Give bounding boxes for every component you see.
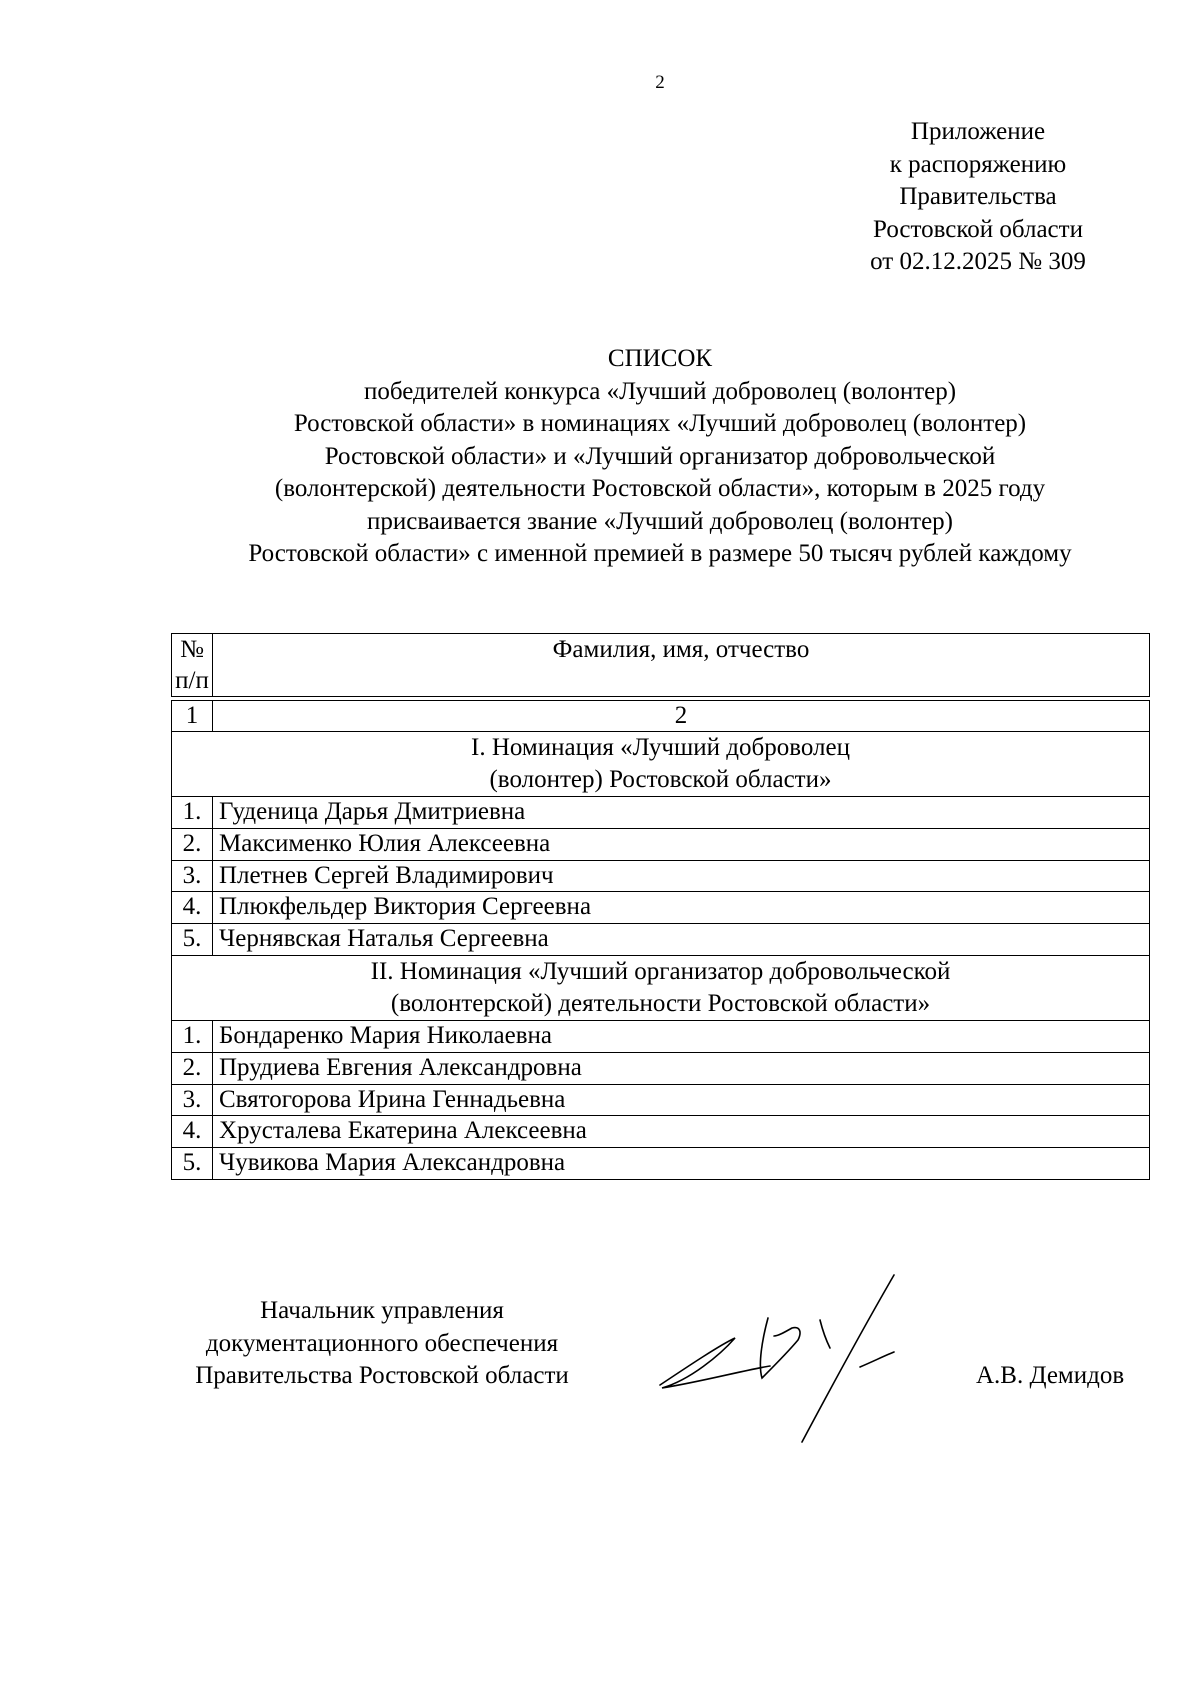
header-num-cell: № п/п (172, 634, 213, 697)
title-line: Ростовской области» с именной премией в размере 50 тысяч рублей каждому (248, 540, 1072, 567)
row-number: 4. (172, 892, 213, 924)
table-row (172, 892, 1150, 924)
table-row (172, 860, 1150, 892)
title-line: Ростовской области» и «Лучший организатор добровольческой (324, 442, 996, 470)
appendix-line: Правительства (899, 183, 1057, 210)
winner-name: Хрусталева Екатерина Алексеевна (213, 1116, 1150, 1148)
document-title (140, 343, 1180, 571)
signer-name: А.В. Демидов (976, 1362, 1125, 1389)
winner-name: Святогорова Ирина Геннадьевна (213, 1084, 1150, 1116)
title-line: (волонтерской) деятельности Ростовской области», которым в 2025 году (274, 475, 1046, 502)
table-row (172, 1116, 1150, 1148)
column-number: 2 (213, 701, 1150, 732)
winner-name: Чернявская Наталья Сергеевна (213, 924, 1150, 956)
table-row (172, 1020, 1150, 1052)
appendix-block (838, 116, 1118, 279)
handwritten-signature (650, 1270, 910, 1450)
table-row (172, 924, 1150, 956)
appendix-line: к распоряжению (889, 150, 1067, 178)
row-number: 1. (172, 797, 213, 829)
table-row (172, 1148, 1150, 1180)
winner-name: Плетнев Сергей Владимирович (213, 860, 1150, 892)
winner-name: Чувикова Мария Александровна (213, 1148, 1150, 1180)
row-number: 1. (172, 1020, 213, 1052)
row-number: 2. (172, 1052, 213, 1084)
row-number: 2. (172, 828, 213, 860)
winner-name: Плюкфельдер Виктория Сергеевна (213, 892, 1150, 924)
table-row (172, 797, 1150, 829)
winner-name: Гуденица Дарья Дмитриевна (213, 797, 1150, 829)
table-row (172, 1084, 1150, 1116)
row-number: 5. (172, 924, 213, 956)
signature-position-line: документационного обеспечения (205, 1329, 559, 1357)
row-number: 4. (172, 1116, 213, 1148)
signature-position-line: Начальник управления (260, 1297, 504, 1324)
table-row (172, 828, 1150, 860)
title-heading: СПИСОК (607, 345, 713, 372)
table-row (172, 1052, 1150, 1084)
signature-position-line: Правительства Ростовской области (195, 1362, 569, 1389)
signature-position (162, 1295, 602, 1393)
winner-name: Прудиева Евгения Александровна (213, 1052, 1150, 1084)
nomination-title: II. Номинация «Лучший организатор добровольческой (волонтерской) деятельности Ростовской области» (172, 955, 1150, 1020)
nomination-section-row (172, 955, 1150, 1020)
appendix-line: Приложение (910, 118, 1046, 145)
winner-name: Максименко Юлия Алексеевна (213, 828, 1150, 860)
appendix-line: от 02.12.2025 № 309 (870, 248, 1086, 275)
winner-name: Бондаренко Мария Николаевна (213, 1020, 1150, 1052)
page-number: 2 (655, 72, 665, 93)
table-header-row (172, 634, 1150, 697)
row-number: 5. (172, 1148, 213, 1180)
title-line: Ростовской области» в номинациях «Лучший доброволец (волонтер) (293, 410, 1027, 437)
row-number: 3. (172, 860, 213, 892)
column-number: 1 (172, 701, 213, 732)
title-line: победителей конкурса «Лучший доброволец (волонтер) (363, 377, 957, 405)
nomination-title: I. Номинация «Лучший доброволец (волонтер) Ростовской области» (172, 732, 1150, 797)
header-name-cell: Фамилия, имя, отчество (213, 634, 1150, 697)
column-numbers-row (172, 701, 1150, 732)
row-number: 3. (172, 1084, 213, 1116)
nomination-section-row (172, 732, 1150, 797)
appendix-line: Ростовской области (873, 215, 1083, 243)
winners-table (171, 633, 1150, 1180)
title-line: присваивается звание «Лучший доброволец (волонтер) (366, 507, 954, 535)
